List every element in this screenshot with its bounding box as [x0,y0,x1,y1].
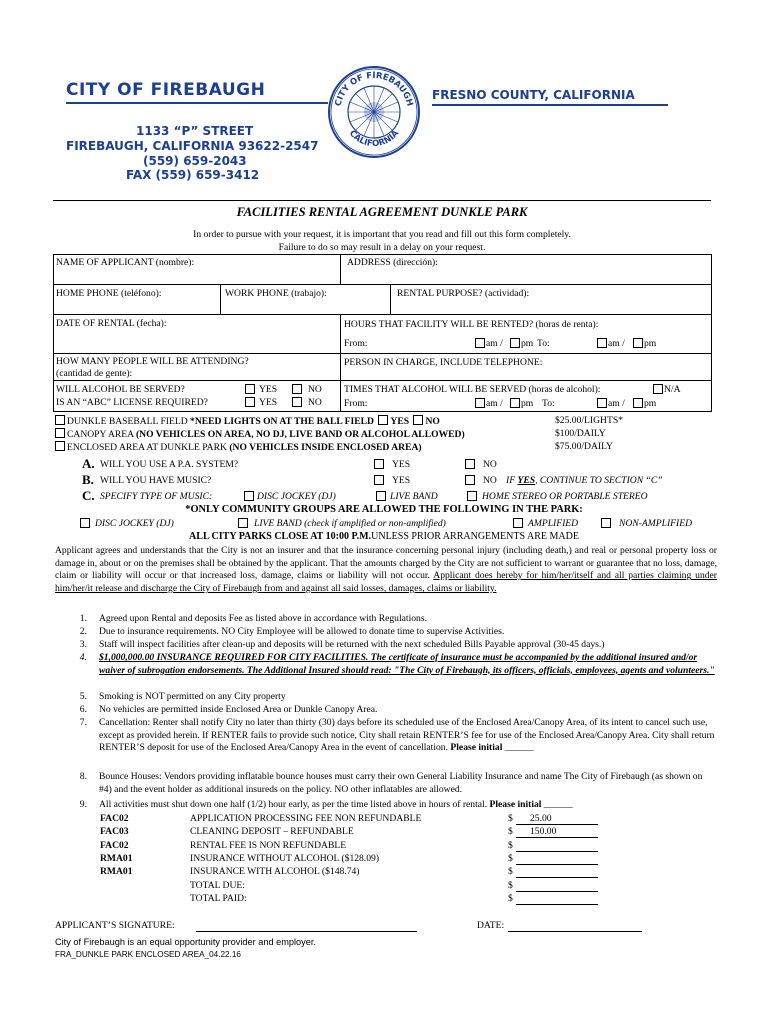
fee-dollar-sign: $ [508,879,513,891]
seal-top-text: CITY OF FIREBAUGH [333,70,415,108]
term-6-text: No vehicles are permitted inside Enclosed Area or Dunkle Canopy Area. [99,704,378,715]
fee-description: INSURANCE WITHOUT ALCOHOL ($128.09) [190,852,380,864]
fee-code: FAC02 [100,839,129,851]
music-stereo-label: HOME STEREO OR PORTABLE STEREO [482,491,648,502]
person-in-charge-field[interactable]: PERSON IN CHARGE, INCLUDE TELEPHONE: [344,357,543,368]
grid-col-work [220,284,221,314]
term-2 [75,626,715,639]
attendance-field[interactable]: HOW MANY PEOPLE WILL BE ATTENDING? [56,356,249,367]
alcohol-from-am-label: am / [486,398,503,409]
rental-purpose-field[interactable]: RENTAL PURPOSE? (actividad): [397,288,530,299]
music-band-label: LIVE BAND [390,491,438,502]
term-9 [75,799,715,812]
grid-rule-3 [53,353,712,354]
alcohol-to-pm-label: pm [644,398,657,409]
intro-text-1: In order to pursue with your request, it is important that you read and fill out this form completely. [193,229,571,240]
lights-no-label: NO [425,416,440,427]
fee-amount-field[interactable]: 150.00 [516,826,598,838]
signature-field[interactable] [196,931,417,932]
city-name: CITY OF FIREBAUGH [66,80,266,100]
music-yes-label: YES [392,475,411,486]
address-field[interactable]: ADDRESS (dirección): [347,257,438,268]
music-stereo-checkbox[interactable] [467,491,477,501]
phone-number: (559) 659-2043 [143,154,247,168]
fee-code: FAC02 [100,813,129,824]
grid-rule-4 [53,380,712,381]
music-dj-label: DISC JOCKEY (DJ) [257,491,336,502]
alcohol-no-checkbox[interactable] [292,384,302,394]
facility-baseball-label: DUNKLE BASEBALL FIELD [67,416,191,427]
term-7-initial-field[interactable]: ______ [504,742,534,754]
lights-yes-label: YES [390,416,410,427]
community-groups-note: *ONLY COMMUNITY GROUPS ARE ALLOWED THE FOLLOWING IN THE PARK: [185,504,583,515]
alcohol-to-am-label: am / [608,398,625,409]
seal-bottom-text: CALIFORNIA [346,128,402,150]
term-9-num: 9. [79,799,87,810]
fee-dollar-sign: $ [508,839,513,851]
form-code: FRA_DUNKLE PARK ENCLOSED AREA_04.22.16 [55,950,241,959]
rental-date-field[interactable]: DATE OF RENTAL (fecha): [56,318,167,329]
term-1-text: Agreed upon Rental and deposits Fee as listed above in accordance with Regulations. [99,613,427,624]
fee-amount-field[interactable] [516,866,598,878]
fee-description: CLEANING DEPOSIT – REFUNDABLE [190,826,354,838]
question-c-text: SPECIFY TYPE OF MUSIC: [100,491,213,502]
fee-amount-field[interactable] [516,893,598,905]
date-label: DATE: [477,920,505,931]
pa-no-label: NO [483,459,497,470]
canopy-price: $100/DAILY [555,428,606,439]
term-6-num: 6. [79,704,87,715]
alcohol-to-pm-checkbox[interactable] [633,398,643,408]
term-1 [75,613,715,626]
term-1-num: 1. [79,613,87,624]
grid-rule-2 [53,314,712,315]
address-line2: FIREBAUGH, CALIFORNIA 93622-2547 [66,139,319,153]
alcohol-no-label: NO [308,384,322,395]
term-3-num: 3. [79,639,87,650]
hours-from-am-label: am / [486,338,503,349]
fee-description: TOTAL PAID: [190,892,247,904]
facility-canopy-checkbox[interactable] [55,428,65,438]
music-band-checkbox[interactable] [376,491,386,501]
community-amplified-label: AMPLIFIED [528,518,579,529]
lights-no-checkbox[interactable] [413,415,423,425]
fee-amount-field[interactable] [516,840,598,852]
hours-from-pm-label: pm [521,338,534,349]
fee-description: INSURANCE WITH ALCOHOL ($148.74) [190,866,360,878]
address-line1: 1133 “P” STREET [136,124,254,138]
term-8 [75,771,715,796]
term-8-num: 8. [79,771,87,782]
grid-col-purpose [390,284,391,314]
question-c-letter: C. [82,488,95,503]
term-7-num: 7. [79,717,87,728]
question-b-letter: B. [82,472,94,487]
release-text: Applicant does hereby for him/her/itself and all parties claiming under him/her/it release and discharge the City of Firebaugh from and against all said losses, damages, claims or liability. [55,570,717,595]
form-title: FACILITIES RENTAL AGREEMENT DUNKLE PARK [236,205,528,219]
pa-no-checkbox[interactable] [465,459,475,469]
fee-amount-field[interactable]: 25.00 [516,813,598,825]
facility-enclosed-label: ENCLOSED AREA AT DUNKLE PARK [67,442,230,453]
county-name: FRESNO COUNTY, CALIFORNIA [432,88,635,102]
facility-enclosed-checkbox[interactable] [55,441,65,451]
liability-text: Applicant agrees and understands that the City is not an insurer and that the insurance concerning personal injury (including death,) and real or personal property loss or damage in, about or on the premises shall be obtained by the applicant. That the amounts charged by the City are not sufficient to warrant or guarantee that no loss, damage, claim or liability will occur or that increased loss, damage, claims or liability will not occur. [55,545,717,582]
term-3 [75,639,715,652]
intro-text-2: Failure to do so may result in a delay on your request. [278,242,486,253]
alcohol-times-label: TIMES THAT ALCOHOL WILL BE SERVED (horas de alcohol): [344,384,601,395]
term-7-initial-label: Please initial [450,742,503,754]
alcohol-served-label: WILL ALCOHOL BE SERVED? [56,384,185,395]
music-if-yes: YES [517,475,536,486]
hours-from-pm-checkbox[interactable] [510,338,520,348]
fee-dollar-sign: $ [508,852,513,864]
community-amplified-checkbox[interactable] [513,518,523,528]
hours-to-pm-label: pm [644,338,657,349]
seal-graphic [326,64,422,160]
fee-amount-field[interactable] [516,853,598,865]
abc-yes-label: YES [259,397,278,408]
facility-canopy-row [53,428,714,441]
fee-code: FAC03 [100,826,129,838]
fax-number: FAX (559) 659-3412 [126,168,260,182]
alcohol-na-checkbox[interactable] [653,384,663,394]
alcohol-from-pm-label: pm [521,398,534,409]
facility-canopy-label: CANOPY AREA [67,429,136,440]
attendance-sub-label: (cantidad de gente): [56,368,133,379]
enclosed-restrictions: (NO VEHICLES INSIDE ENCLOSED AREA) [229,442,422,453]
facility-enclosed-row [53,441,714,454]
term-5-num: 5. [79,691,87,702]
term-8-text: Bounce Houses: Vendors providing inflatable bounce houses must carry their own General Liability Insurance and name The City of Firebaugh (as shown on #4) and the event holder as additional insureds on the policy. NO other inflatables are allowed. [99,771,703,795]
term-4 [75,652,715,677]
work-phone-field[interactable]: WORK PHONE (trabajo): [225,288,327,299]
term-2-num: 2. [79,626,87,637]
park-closing-time: ALL CITY PARKS CLOSE AT 10:00 P.M. [189,531,372,542]
community-nonamp-checkbox[interactable] [601,518,611,528]
term-7 [75,717,715,755]
term-4-text: $1,000,000.00 INSURANCE REQUIRED FOR CITY FACILITIES. The certificate of insurance must be accompanied by the additional insured and/or waiver of subrogation endorsements. The Additional Insured should read: "The City of Firebaugh, its officers, officials, employees, agents and volunteers." [99,652,715,676]
pa-yes-checkbox[interactable] [374,459,384,469]
fee-dollar-sign: $ [508,866,513,878]
liability-paragraph [55,545,717,596]
question-b-text: WILL YOU HAVE MUSIC? [100,475,212,486]
term-2-text: Due to insurance requirements. NO City Employee will be allowed to donate time to supervise Activities. [99,626,505,637]
music-dj-checkbox[interactable] [244,491,254,501]
county-underline [432,104,668,106]
question-a-text: WILL YOU USE A P.A. SYSTEM? [100,459,239,470]
abc-no-label: NO [308,397,322,408]
fee-code: RMA01 [100,852,133,864]
term-9-initial-field[interactable]: ______ [543,799,573,810]
canopy-restrictions: (NO VEHICLES ON AREA, NO DJ, LIVE BAND OR ALCOHOL ALLOWED) [135,429,465,440]
community-band-checkbox[interactable] [238,518,248,528]
term-7-text: Cancellation: Renter shall notify City no later than thirty (30) days before its scheduled use of the Enclosed Area/Canopy Area, of its intent to cancel such use, except as provided herein. If RENTER fails to provide such notice, City shall retain RENTER’S fee for use of the Enclosed Area/Canopy Area. City shall return RENTER’S deposit for use of the Enclosed Area/Canopy Area in the event of cancellation. [99,717,715,754]
facility-baseball-checkbox[interactable] [55,415,65,425]
term-9-initial-label: Please initial [489,799,542,810]
baseball-lights-price: $25.00/LIGHTS* [555,415,623,426]
grid-col-hours [340,314,341,412]
hours-label: HOURS THAT FACILITY WILL BE RENTED? (horas de renta): [344,319,599,330]
abc-license-label: IS AN “ABC” LICENSE REQUIRED? [56,397,208,408]
music-continue-note [506,475,663,487]
fee-amount-field[interactable] [516,880,598,892]
enclosed-price: $75.00/DAILY [555,441,613,452]
alcohol-from-am-checkbox[interactable] [475,398,485,408]
alcohol-from-pm-checkbox[interactable] [510,398,520,408]
abc-no-checkbox[interactable] [292,397,302,407]
applicant-name-field[interactable]: NAME OF APPLICANT (nombre): [56,257,195,268]
music-no-checkbox[interactable] [465,475,475,485]
alcohol-yes-label: YES [259,384,278,395]
fee-description: TOTAL DUE: [190,879,245,891]
hours-to-am-label: am / [608,338,625,349]
park-closing-note [53,531,715,543]
grid-col-address [340,254,341,284]
fee-description: RENTAL FEE IS NON REFUNDABLE [190,839,347,851]
fee-dollar-sign: $ [508,813,513,824]
home-phone-field[interactable]: HOME PHONE (teléfono): [56,288,162,299]
date-field[interactable] [508,931,642,932]
fee-dollar-sign: $ [508,826,513,838]
city-seal [326,64,422,160]
park-closing-exception: UNLESS PRIOR ARRANGEMENTS ARE MADE [371,531,579,542]
alcohol-to-am-checkbox[interactable] [597,398,607,408]
fee-dollar-sign: $ [508,892,513,904]
question-a-letter: A. [82,456,95,471]
term-4-num: 4. [79,652,87,663]
alcohol-from-label: From: [344,398,368,409]
pa-yes-label: YES [392,459,411,470]
lights-yes-checkbox[interactable] [378,415,388,425]
hours-to-am-checkbox[interactable] [597,338,607,348]
term-6 [75,704,715,717]
term-9-text: All activities must shut down one half (1/2) hour early, as per the time listed above in hours of rental. [99,799,490,810]
lights-needed-label: *NEED LIGHTS ON AT THE BALL FIELD [190,416,374,427]
fee-code: RMA01 [100,866,133,878]
hours-to-label: To: [537,338,550,349]
music-no-label: NO [483,475,497,486]
term-5 [75,691,715,704]
hours-to-pm-checkbox[interactable] [633,338,643,348]
grid-rule-1 [53,284,712,285]
alcohol-to-label: To: [542,398,555,409]
music-continue: , CONTINUE TO SECTION “C” [535,475,663,486]
term-5-text: Smoking is NOT permitted on any City property [99,691,286,702]
equal-opportunity-statement: City of Firebaugh is an equal opportunity provider and employer. [55,937,316,947]
community-band-label: LIVE BAND (check if amplified or non-amplified) [254,518,446,529]
alcohol-yes-checkbox[interactable] [245,384,255,394]
music-yes-checkbox[interactable] [374,475,384,485]
signature-label: APPLICANT’S SIGNATURE: [55,920,175,931]
music-if: IF [506,475,518,486]
fee-description: APPLICATION PROCESSING FEE NON REFUNDABLE [190,813,422,824]
hours-from-am-checkbox[interactable] [475,338,485,348]
term-3-text: Staff will inspect facilities after clean-up and deposits will be returned with the next scheduled Bills Payable approval (30-45 days.) [99,639,605,650]
title-top-rule [53,200,711,201]
community-dj-checkbox[interactable] [80,518,90,528]
alcohol-na-label: N/A [664,384,681,395]
city-name-underline [66,102,328,104]
community-nonamp-label: NON-AMPLIFIED [619,518,693,529]
abc-yes-checkbox[interactable] [245,397,255,407]
community-dj-label: DISC JOCKEY (DJ) [95,518,174,529]
hours-from-label: From: [344,338,368,349]
